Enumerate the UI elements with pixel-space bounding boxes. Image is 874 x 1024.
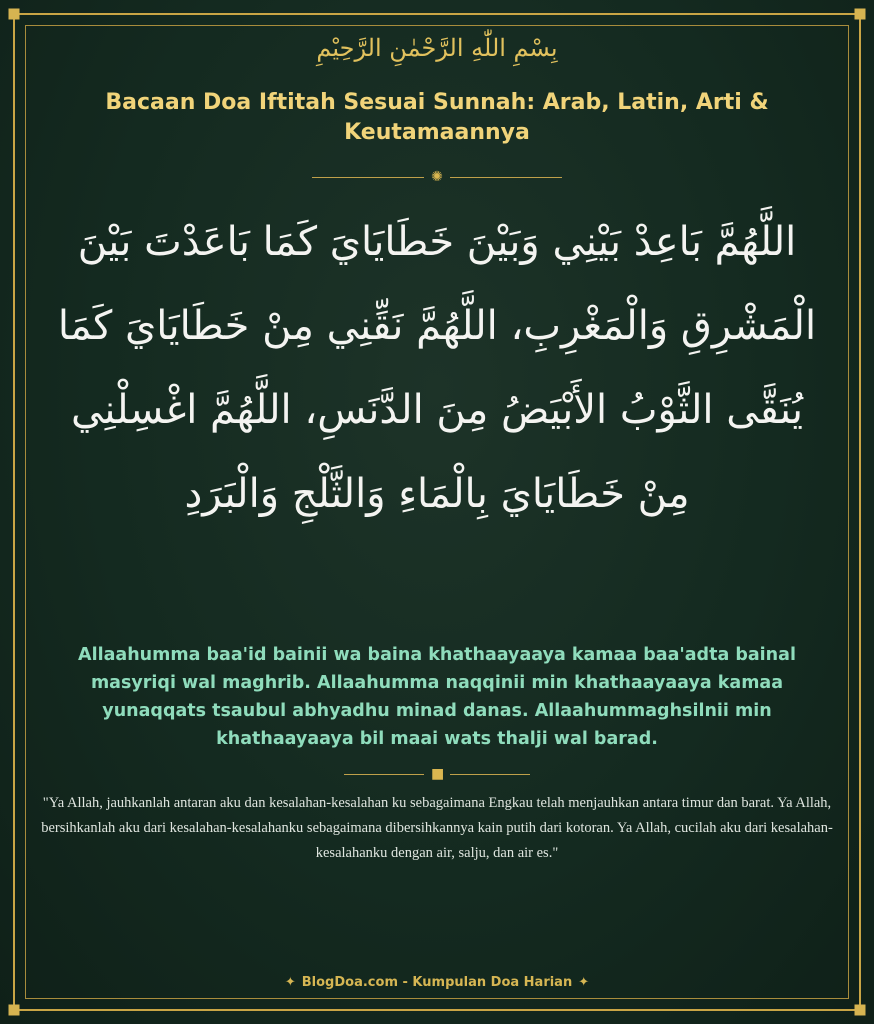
- diamond-flower-icon: ■: [431, 766, 445, 782]
- basmalah-heading: بِسْمِ اللّٰهِ الرَّحْمٰنِ الرَّحِيْمِ: [316, 34, 558, 62]
- corner-ornament-icon: [855, 1005, 866, 1016]
- page-title: Bacaan Doa Iftitah Sesuai Sunnah: Arab, Latin, Arti & Keutamaannya: [105, 90, 769, 145]
- divider-line: [344, 774, 424, 775]
- sparkle-star-icon: ✦: [284, 975, 296, 990]
- divider-line: [312, 177, 424, 178]
- corner-ornament-icon: [855, 9, 866, 20]
- corner-ornament-icon: [9, 1005, 20, 1016]
- arabic-prayer-text: اللَّهُمَّ بَاعِدْ بَيْنِي وَبَيْنَ خَطَايَايَ كَمَا بَاعَدْتَ بَيْنَ الْمَشْرِقِ وَالْمَغْرِبِ، اللَّهُمَّ نَقِّنِي مِنْ خَطَايَايَ كَمَا يُنَقَّى الثَّوْبُ الأَبْيَضُ مِنَ الدَّنَسِ، اللَّهُمَّ اغْسِلْنِي مِنْ خَطَايَايَ بِالْمَاءِ وَالثَّلْجِ وَالْبَرَدِ: [57, 219, 817, 517]
- latin-transliteration: Allaahumma baa'id bainii wa baina khathaayaaya kamaa baa'adta bainal masyriqi wal maghrib. Allaahumma naqqinii min khathaayaaya kamaa yunaqqats tsaubul abhyadhu minad danas. Allaahummaghsilnii min khathaayaaya bil maai wats thalji wal barad.: [78, 645, 796, 749]
- footer-credit: [40, 975, 834, 990]
- divider-line: [450, 774, 530, 775]
- footer-text: BlogDoa.com - Kumpulan Doa Harian: [301, 975, 573, 990]
- title-divider: [312, 171, 562, 183]
- translation-divider: [344, 768, 530, 780]
- divider-line: [450, 177, 562, 178]
- diamond-flower-icon: ✺: [431, 169, 443, 185]
- sparkle-star-icon: ✦: [578, 975, 590, 990]
- corner-ornament-icon: [9, 9, 20, 20]
- indonesian-translation: "Ya Allah, jauhkanlah antaran aku dan kesalahan-kesalahan ku sebagaimana Engkau telah menjauhkan antara timur dan barat. Ya Allah, bersihkanlah aku dari kesalahan-kesalahanku sebagaimana dibersihkannya kain putih dari kotoran. Ya Allah, cucilah aku dari kesalahan-kesalahanku dengan air, salju, dan air es.": [41, 795, 833, 861]
